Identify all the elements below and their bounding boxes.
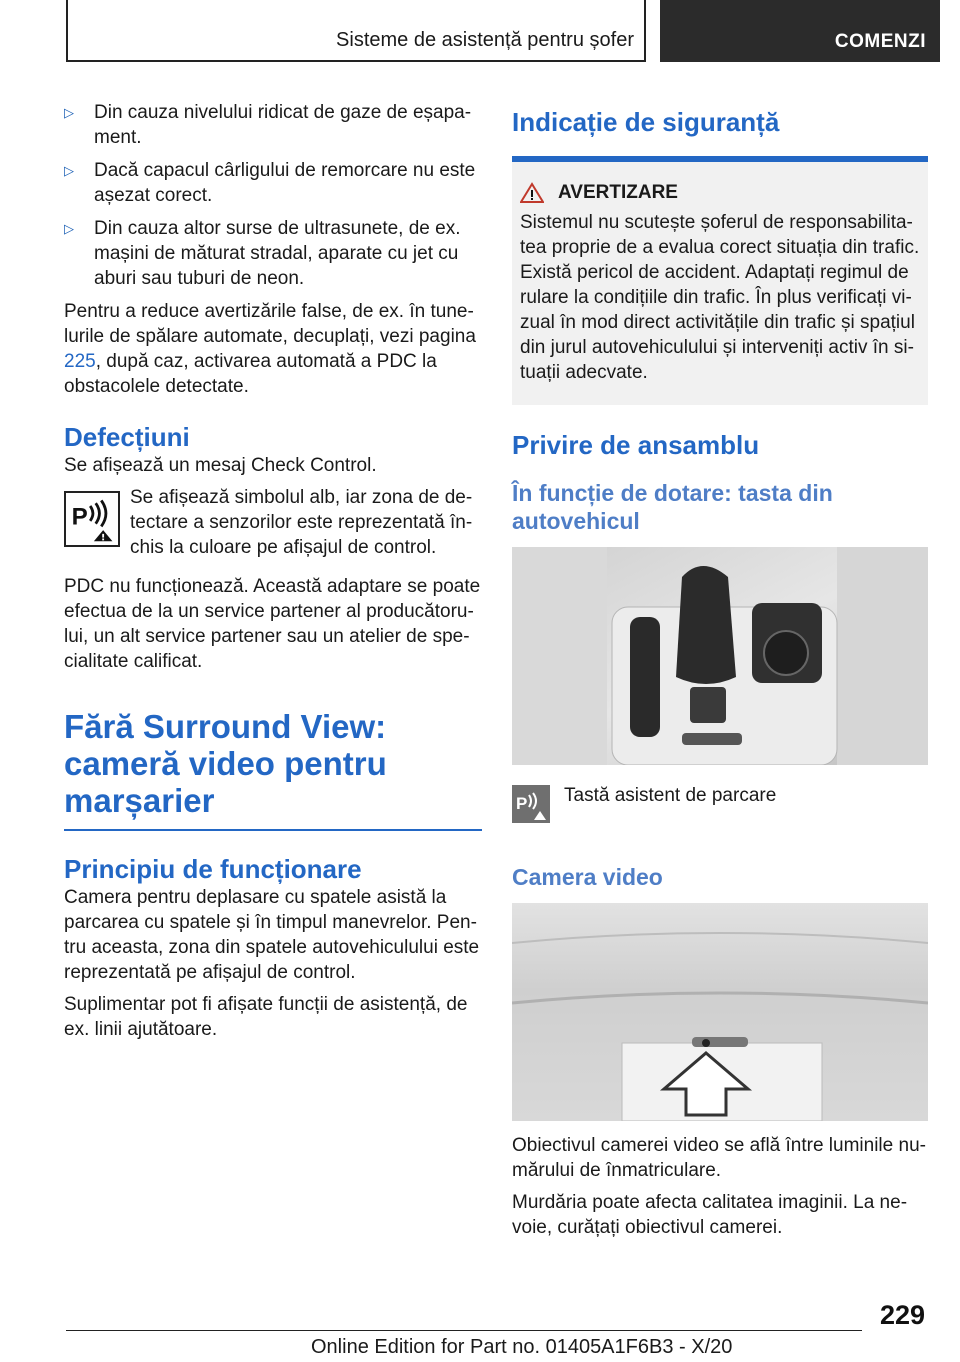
bullet-item [64,100,482,150]
main-heading: Fără Surround View: cameră video pentru marșarier [64,708,387,819]
header-section-box [66,0,646,62]
defects-paragraph: PDC nu funcționează. Această adaptare se poate efectua de la un service partener al producătorului, un alt service partener sau un atelier de specialitate calificat. [64,576,481,672]
equipment-heading: În funcție de dotare: tasta din autovehicul [512,480,833,534]
button-caption-row [512,785,928,823]
defects-icon-text: Se afișează simbolul alb, iar zona de detectare a senzorilor este reprezentată închis la culoare pe afișajul de control. [130,487,473,558]
paragraph-text: Pentru a reduce avertizările false, de ex. în tunelurile de spălare automate, decuplați, vezi pagina [64,301,476,347]
bullet-item [64,158,482,208]
warning-title-row [520,182,920,204]
heading-rule [64,829,482,831]
defects-icon-row [64,485,482,560]
paragraph-text: , după caz, activarea automată a PDC la obstacolele detectate. [64,351,437,397]
warning-text: Sistemul nu scutește șoferul de responsabilitatea proprie de a evalua corect situația din trafic. Există pericol de accident. Adaptați regimul de rulare la condițiile din trafic. În plus verificați vizual în mod direct activitățile din trafic și spațiul din jurul autovehiculului și interveniți activ în situații adecvate. [520,212,920,383]
header-chapter-title: COMENZI [834,31,926,52]
button-caption: Tastă asistent de parcare [564,785,777,806]
footer-rule [66,1330,862,1331]
pdc-parking-icon [64,491,120,547]
defects-text: Se afișează un mesaj Check Control. [64,455,377,476]
center-console-photo [512,547,928,765]
svg-text:P: P [516,794,528,813]
header-chapter-box [660,0,940,62]
warning-box [512,156,928,405]
defects-heading: Defecțiuni [64,422,190,452]
principle-paragraph-1: Camera pentru deplasare cu spatele asistă la parcarea cu spatele și în timpul manevrelor. Pentru aceasta, zona din spatele autovehiculului este reprezentată pe afișajul de control. [64,887,480,983]
overview-heading: Privire de ansamblu [512,430,760,460]
left-column [64,100,482,1049]
right-column [512,100,928,1247]
edition-footer: Online Edition for Part no. 01405A1F6B3 - X/20 [311,1336,733,1358]
false-warnings-paragraph [64,299,482,399]
bullet-triangle-icon: ▷ [64,105,74,120]
bullet-triangle-icon: ▷ [64,221,74,236]
page-link[interactable]: 225 [64,351,96,372]
bullet-text: Din cauza altor surse de ultrasunete, de ex. mașini de măturat stradal, aparate cu jet cu aburi sau tuburi de neon. [94,218,461,289]
principle-heading: Principiu de funcționare [64,854,362,884]
safety-heading: Indicație de siguranță [512,107,780,137]
parking-assistant-button-icon [512,785,550,823]
bullet-text: Dacă capacul cârligului de remorcare nu este așezat corect. [94,160,476,206]
camera-heading: Camera video [512,864,663,890]
svg-text:P: P [71,503,88,531]
bullet-item [64,216,482,291]
page-number: 229 [880,1300,926,1330]
camera-paragraph-2: Murdăria poate afecta calitatea imaginii. La nevoie, curățați obiectivul camerei. [512,1192,908,1238]
warning-triangle-icon [520,182,544,204]
header-section-title: Sisteme de asistență pentru șofer [336,29,634,51]
rear-camera-photo [512,903,928,1121]
warning-label: AVERTIZARE [558,182,678,203]
bullet-text: Din cauza nivelului ridicat de gaze de eșapament. [94,102,472,148]
bullet-triangle-icon: ▷ [64,163,74,178]
camera-paragraph-1: Obiectivul camerei video se află între luminile numărului de înmatriculare. [512,1135,926,1181]
principle-paragraph-2: Suplimentar pot fi afișate funcții de asistență, de ex. linii ajutătoare. [64,994,468,1040]
